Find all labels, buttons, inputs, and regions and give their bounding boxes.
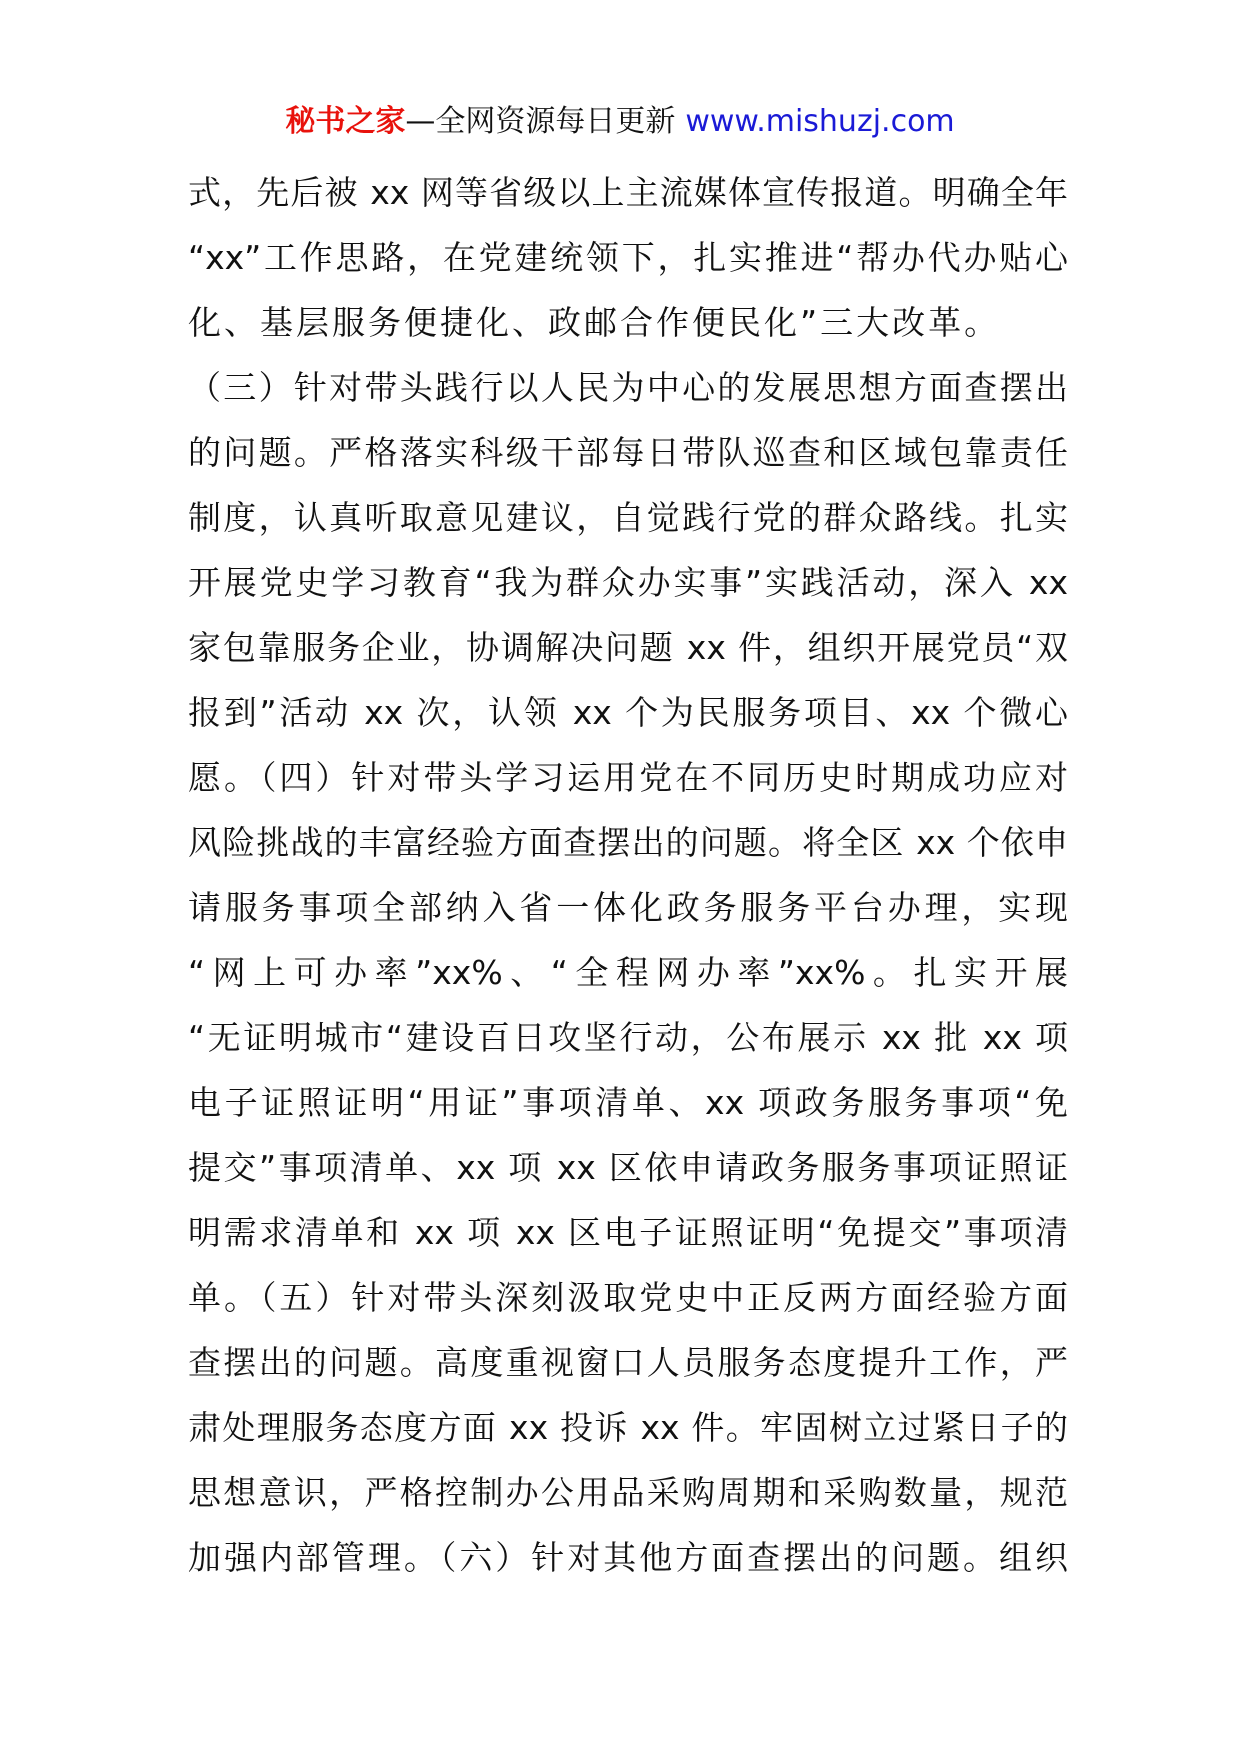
text-line: 思想意识，严格控制办公用品采购周期和采购数量，规范 — [188, 1473, 1068, 1512]
text-line: 开展党史学习教育“我为群众办实事”实践活动，深入 xx — [188, 563, 1068, 602]
text-line: 明需求清单和 xx 项 xx 区电子证照证明“免提交”事项清 — [188, 1213, 1068, 1252]
text-line: 加强内部管理。（六）针对其他方面查摆出的问题。组织 — [188, 1538, 1068, 1577]
text-line: 式，先后被 xx 网等省级以上主流媒体宣传报道。明确全年 — [188, 173, 1068, 212]
text-line: 电子证照证明“用证”事项清单、xx 项政务服务事项“免 — [188, 1083, 1068, 1122]
text-line: 风险挑战的丰富经验方面查摆出的问题。将全区 xx 个依申 — [188, 823, 1068, 862]
text-line: 愿。（四）针对带头学习运用党在不同历史时期成功应对 — [188, 758, 1068, 797]
text-line: 提交”事项清单、xx 项 xx 区依申请政务服务事项证照证 — [188, 1148, 1068, 1187]
text-line: 的问题。严格落实科级干部每日带队巡查和区域包靠责任 — [188, 433, 1068, 472]
text-line: 请服务事项全部纳入省一体化政务服务平台办理，实现 — [188, 888, 1068, 927]
body-text — [188, 160, 1068, 1590]
text-line: “xx”工作思路，在党建统领下，扎实推进“帮办代办贴心 — [188, 238, 1068, 277]
text-line: 报到”活动 xx 次，认领 xx 个为民服务项目、xx 个微心 — [188, 693, 1068, 732]
site-header — [0, 102, 1240, 142]
brand-name: 秘书之家 — [285, 104, 406, 139]
text-line: 家包靠服务企业，协调解决问题 xx 件，组织开展党员“双 — [188, 628, 1068, 667]
text-line: 肃处理服务态度方面 xx 投诉 xx 件。牢固树立过紧日子的 — [188, 1408, 1068, 1447]
text-line: “网上可办率”xx%、“全程网办率”xx%。扎实开展 — [188, 953, 1068, 992]
text-line: “无证明城市“建设百日攻坚行动，公布展示 xx 批 xx 项 — [188, 1018, 1068, 1057]
text-line: 制度，认真听取意见建议，自觉践行党的群众路线。扎实 — [188, 498, 1068, 537]
text-line: 单。（五）针对带头深刻汲取党史中正反两方面经验方面 — [188, 1278, 1068, 1317]
header-tagline: —全网资源每日更新 — [405, 104, 676, 139]
text-line: 化、基层服务便捷化、政邮合作便民化”三大改革。 — [188, 303, 1001, 342]
text-line: （三）针对带头践行以人民为中心的发展思想方面查摆出 — [188, 368, 1068, 407]
site-url-link[interactable]: www.mishuzj.com — [685, 104, 955, 139]
text-line: 查摆出的问题。高度重视窗口人员服务态度提升工作，严 — [188, 1343, 1068, 1382]
